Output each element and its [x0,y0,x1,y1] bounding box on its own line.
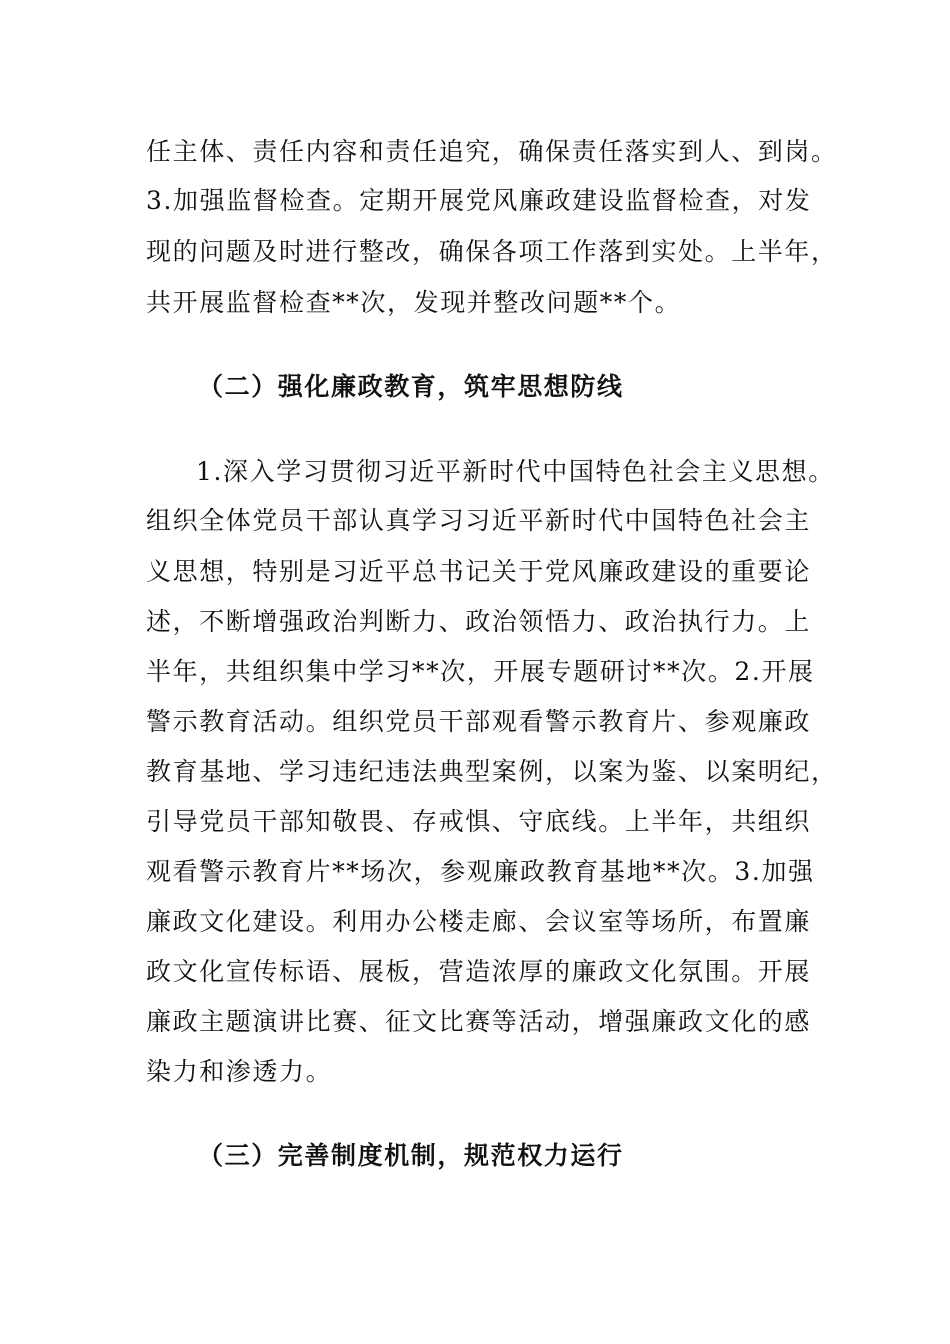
paragraph-line: 1.深入学习贯彻习近平新时代中国特色社会主义思想。 [196,457,835,486]
section-heading-3: （三）完善制度机制，规范权力运行 [198,1141,624,1170]
paragraph-line: 引导党员干部知敬畏、存戒惧、守底线。上半年，共组织 [146,807,812,836]
paragraph-line: 观看警示教育片**场次，参观廉政教育基地**次。3.加强 [146,857,815,886]
paragraph-line: 义思想，特别是习近平总书记关于党风廉政建设的重要论 [146,557,812,586]
paragraph-line: 任主体、责任内容和责任追究，确保责任落实到人、到岗。 [146,137,838,166]
paragraph-line: 政文化宣传标语、展板，营造浓厚的廉政文化氛围。开展 [146,957,812,986]
paragraph-line: 共开展监督检查**次，发现并整改问题**个。 [146,288,682,317]
paragraph-line: 3.加强监督检查。定期开展党风廉政建设监督检查，对发 [146,186,812,215]
paragraph-line: 教育基地、学习违纪违法典型案例，以案为鉴、以案明纪， [146,757,838,786]
paragraph-line: 警示教育活动。组织党员干部观看警示教育片、参观廉政 [146,707,812,736]
paragraph-line: 组织全体党员干部认真学习习近平新时代中国特色社会主 [146,506,812,535]
paragraph-line: 廉政文化建设。利用办公楼走廊、会议室等场所，布置廉 [146,907,812,936]
paragraph-line: 述，不断增强政治判断力、政治领悟力、政治执行力。上 [146,607,812,636]
section-heading-2: （二）强化廉政教育，筑牢思想防线 [198,372,624,401]
paragraph-line: 现的问题及时进行整改，确保各项工作落到实处。上半年， [146,237,838,266]
paragraph-line: 廉政主题演讲比赛、征文比赛等活动，增强廉政文化的感 [146,1007,812,1036]
paragraph-line: 半年，共组织集中学习**次，开展专题研讨**次。2.开展 [146,657,815,686]
paragraph-line: 染力和渗透力。 [146,1057,333,1086]
